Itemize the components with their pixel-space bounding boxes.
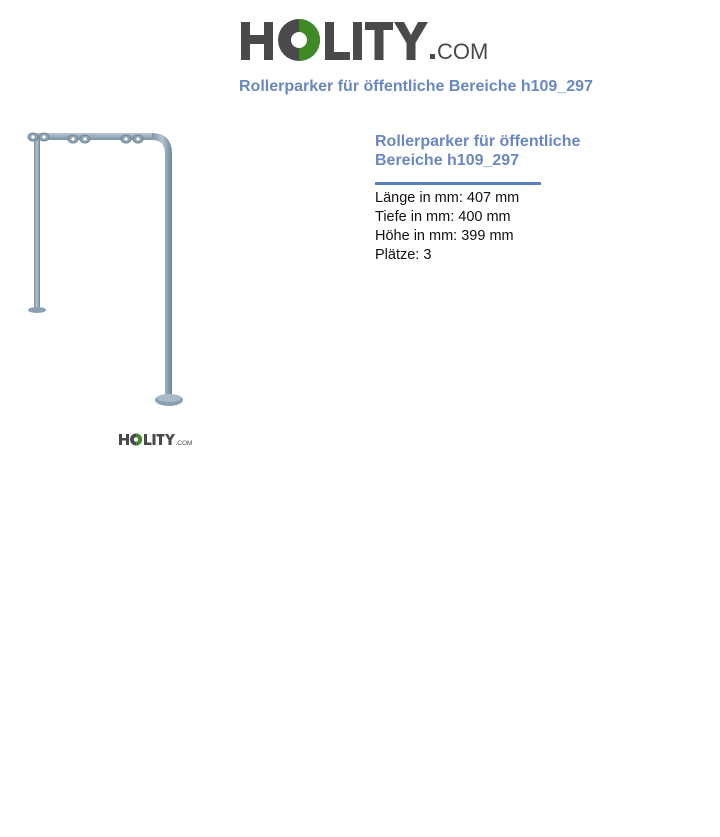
product-details	[375, 132, 615, 265]
spec-places: Plätze: 3	[375, 247, 432, 263]
bike-rack-image	[22, 124, 192, 414]
product-name-line1: Rollerparker für öffentliche	[375, 133, 581, 150]
spec-list	[375, 189, 615, 265]
spec-height: Höhe in mm: 399 mm	[375, 228, 514, 244]
holity-logo-small	[118, 431, 193, 449]
spec-depth: Tiefe in mm: 400 mm	[375, 209, 511, 225]
svg-text:COM: COM	[437, 39, 489, 64]
page-title: Rollerparker für öffentliche Bereiche h109_297	[239, 78, 593, 95]
product-name	[375, 132, 615, 170]
svg-text:.COM: .COM	[175, 440, 193, 447]
product-name-line2: Bereiche h109_297	[375, 152, 520, 169]
holity-logo	[239, 10, 489, 68]
title-divider	[375, 182, 541, 185]
spec-length: Länge in mm: 407 mm	[375, 190, 520, 206]
